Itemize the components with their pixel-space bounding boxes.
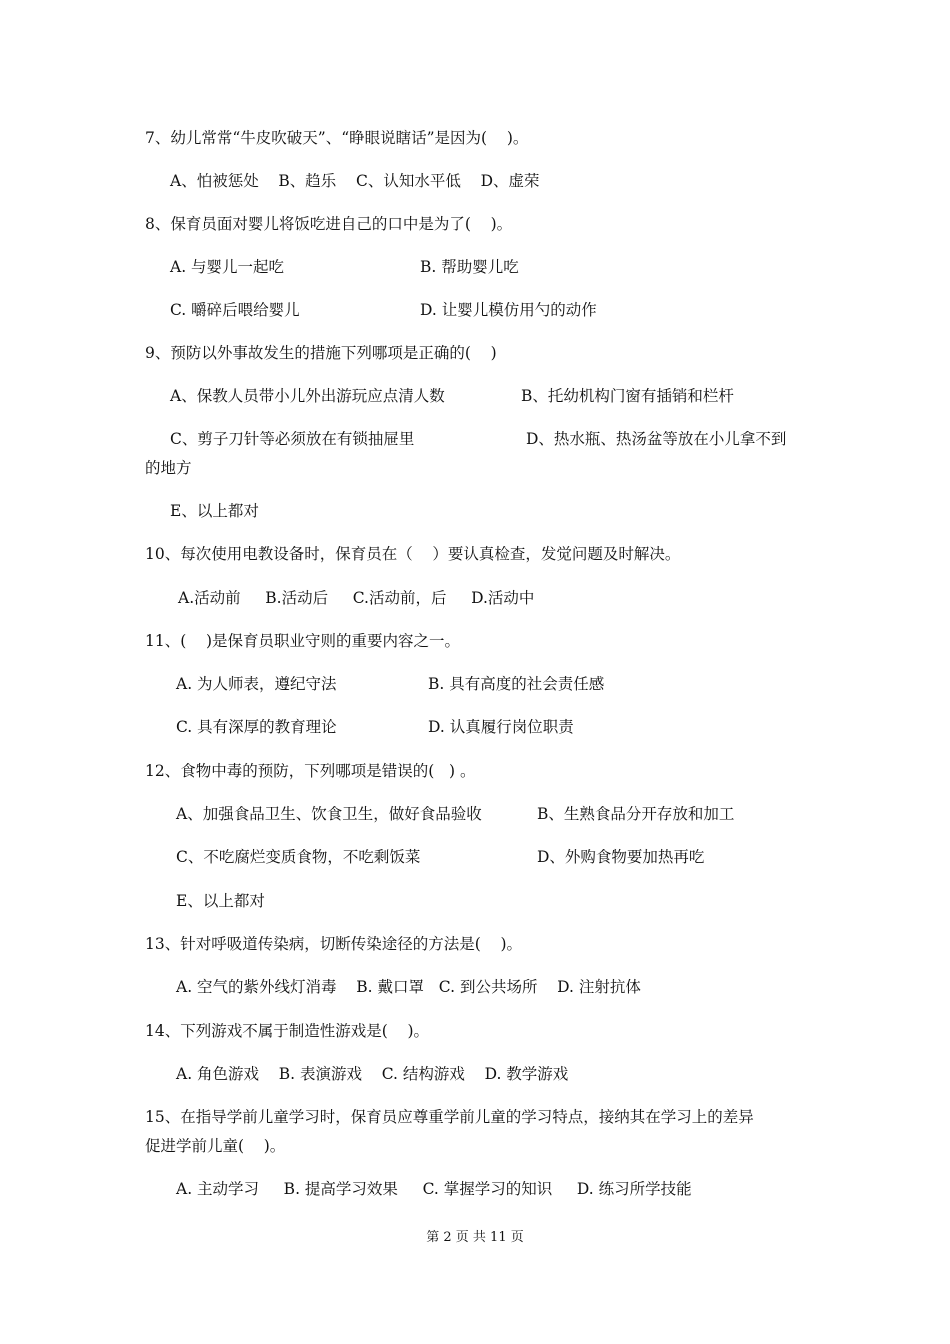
text-line: A、加强食品卫生、饮食卫生，做好食品验收 [176, 805, 482, 823]
text-line: C. 具有深厚的教育理论 [176, 718, 337, 736]
text-line: 10、每次使用电教设备时，保育员在（ ）要认真检查，发觉问题及时解决。 [145, 545, 681, 563]
text-line: C、不吃腐烂变质食物，不吃剩饭菜 [176, 848, 421, 866]
text-line: D、热水瓶、热汤盆等放在小儿拿不到 [526, 430, 787, 448]
text-line: 12、食物中毒的预防，下列哪项是错误的( ) 。 [145, 762, 476, 780]
text-line: 14、下列游戏不属于制造性游戏是( )。 [145, 1022, 430, 1040]
text-line: B、托幼机构门窗有插销和栏杆 [521, 387, 734, 405]
text-line: 促进学前儿童( )。 [145, 1137, 286, 1155]
text-line: 8、保育员面对婴儿将饭吃进自己的口中是为了( )。 [145, 215, 513, 233]
text-line: E、以上都对 [176, 892, 265, 910]
text-line: 15、在指导学前儿童学习时，保育员应尊重学前儿童的学习特点，接纳其在学习上的差异 [145, 1108, 754, 1126]
text-line: 的地方 [145, 459, 192, 477]
text-line: 7、幼儿常常“牛皮吹破天”、“睁眼说瞎话”是因为( )。 [145, 129, 529, 147]
text-line: A. 为人师表，遵纪守法 [176, 675, 337, 693]
text-line: A. 与婴儿一起吃 [170, 258, 285, 276]
text-line: D. 让婴儿模仿用勺的动作 [420, 301, 597, 319]
text-line: D、外购食物要加热再吃 [537, 848, 705, 866]
text-line: C、剪子刀针等必须放在有锁抽屉里 [170, 430, 415, 448]
text-line: A、保教人员带小儿外出游玩应点清人数 [170, 387, 445, 405]
text-line: A、怕被惩处 B、趋乐 C、认知水平低 D、虚荣 [170, 172, 540, 190]
text-line: 11、( )是保育员职业守则的重要内容之一。 [145, 632, 461, 650]
text-line: A. 角色游戏 B. 表演游戏 C. 结构游戏 D. 教学游戏 [176, 1065, 569, 1083]
text-line: A.活动前 B.活动后 C.活动前，后 D.活动中 [178, 589, 535, 607]
text-line: A. 空气的紫外线灯消毒 B. 戴口罩 C. 到公共场所 D. 注射抗体 [176, 978, 641, 996]
text-line: E、以上都对 [170, 502, 259, 520]
text-line: 9、预防以外事故发生的措施下列哪项是正确的( ) [145, 344, 497, 362]
text-line: C. 嚼碎后喂给婴儿 [170, 301, 300, 319]
page-footer: 第 2 页 共 11 页 [426, 1230, 524, 1245]
text-line: B. 具有高度的社会责任感 [428, 675, 605, 693]
text-line: A. 主动学习 B. 提高学习效果 C. 掌握学习的知识 D. 练习所学技能 [176, 1180, 692, 1198]
text-line: B. 帮助婴儿吃 [420, 258, 519, 276]
text-line: D. 认真履行岗位职责 [428, 718, 574, 736]
text-line: B、生熟食品分开存放和加工 [537, 805, 735, 823]
text-line: 13、针对呼吸道传染病，切断传染途径的方法是( )。 [145, 935, 523, 953]
